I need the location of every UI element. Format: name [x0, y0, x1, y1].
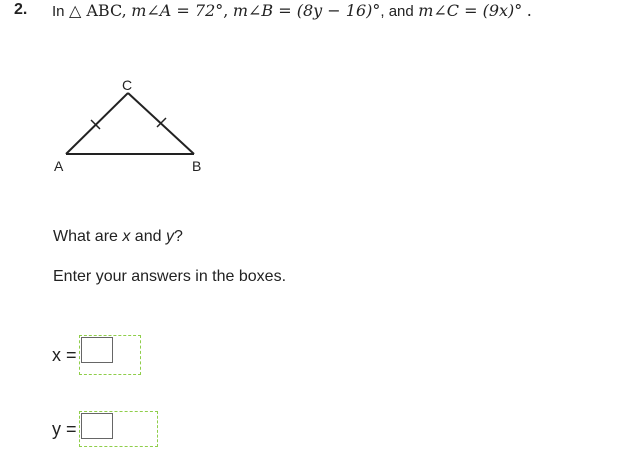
prompt-var-x: x [122, 228, 131, 245]
prompt-var-y: y [165, 228, 174, 245]
stem-comma-2: , [223, 1, 229, 20]
answer-row-y [52, 411, 158, 447]
vertex-label-b: B [192, 158, 202, 174]
instruction-text: Enter your answers in the boxes. [53, 268, 287, 285]
question-number: 2. [14, 1, 28, 18]
prompt-question [53, 228, 183, 246]
answer-input-y[interactable] [81, 413, 113, 439]
vertex-label-a: A [54, 158, 64, 174]
vertex-label-c: C [122, 77, 133, 93]
stem-period: . [526, 1, 532, 20]
side-ac [66, 93, 128, 154]
prompt-middle: and [130, 228, 166, 245]
stem-triangle: △ ABC [68, 1, 122, 20]
answer-row-x [52, 335, 141, 375]
answer-label-x: x = [52, 344, 77, 365]
triangle-figure [48, 72, 218, 187]
stem-text-in: In [52, 3, 65, 20]
stem-text-and: , and [380, 3, 414, 20]
triangle-diagram [48, 72, 218, 182]
prompt-after: ? [173, 228, 183, 245]
answer-drop-zone-y[interactable] [79, 411, 158, 447]
answer-label-y: y = [52, 418, 77, 439]
question-stem [52, 0, 532, 23]
prompt-before: What are [53, 228, 123, 245]
answer-drop-zone-x[interactable] [79, 335, 141, 375]
answer-input-x[interactable] [81, 337, 113, 363]
stem-angle-c: m∠C = (9x)° [418, 1, 523, 20]
stem-comma-1: , [121, 1, 127, 20]
stem-angle-b: m∠B = (8y − 16)° [232, 1, 381, 20]
stem-angle-a: m∠A = 72° [131, 1, 224, 20]
